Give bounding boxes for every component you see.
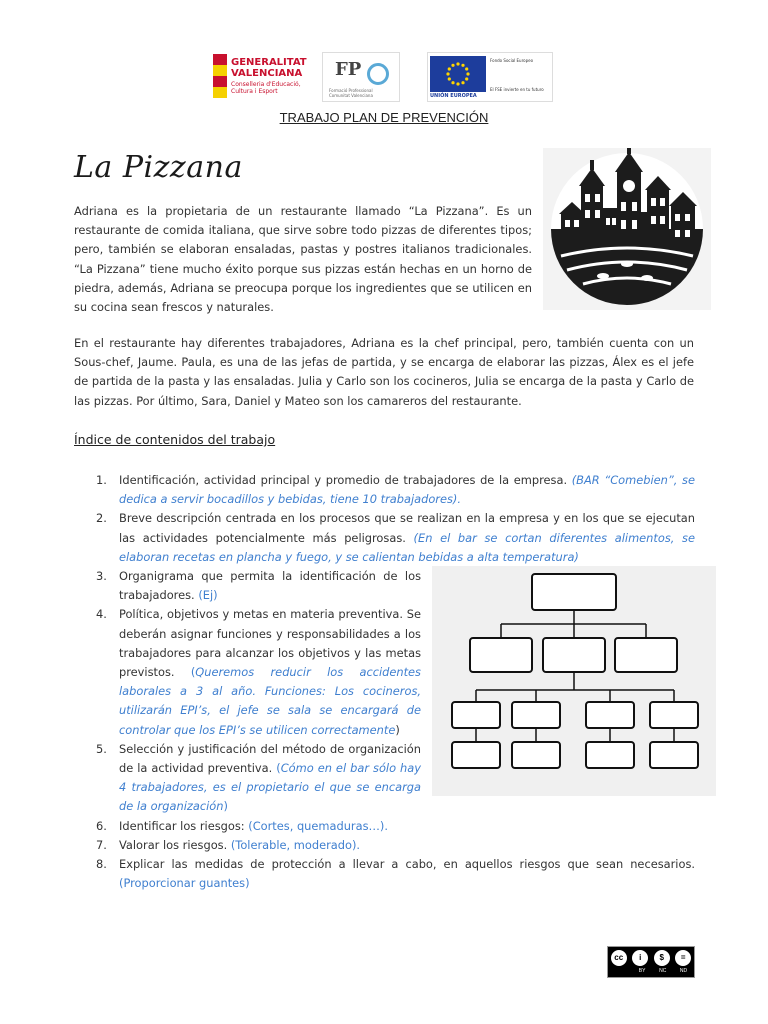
item-note: (En el bar se cortan diferentes alimentos, se elaboran recetas en plancha y fuego, y se calientan bebidas a alta temperatura) bbox=[119, 530, 695, 564]
header-logos bbox=[0, 52, 768, 104]
license-nd: ND bbox=[679, 968, 688, 974]
fp-circle-icon bbox=[367, 63, 389, 85]
town-illustration bbox=[543, 148, 711, 310]
list-item bbox=[74, 567, 421, 605]
by-icon: i bbox=[632, 950, 648, 966]
document-title: TRABAJO PLAN DE PREVENCIÓN bbox=[279, 110, 489, 125]
eu-motto: El FSE invierte en tu futuro bbox=[490, 87, 544, 92]
item-text: Identificar los riesgos: bbox=[119, 818, 245, 833]
fp-logo bbox=[322, 52, 400, 102]
fp-mark: FP bbox=[335, 59, 362, 80]
item-text: Selección y justificación del método de organización de la actividad preventiva. bbox=[119, 741, 421, 776]
item-text: Valorar los riesgos. bbox=[119, 837, 228, 852]
item-text: Breve descripción centrada en los procesos que se realizan en la empresa y en los que se ejecutan las actividades potencialmente más peligrosas. bbox=[119, 511, 695, 545]
item-number: 3. bbox=[96, 569, 107, 584]
generalitat-logo bbox=[213, 52, 313, 102]
index-title: Índice de contenidos del trabajo bbox=[74, 432, 276, 447]
cc-license-badge bbox=[607, 946, 695, 978]
list-item bbox=[74, 855, 695, 893]
nc-icon: $ bbox=[654, 950, 670, 966]
item-note: (BAR “Comebien”, se dedica a servir bocadillos y bebidas, tiene 10 trabajadores). bbox=[119, 473, 695, 507]
restaurant-name: La Pizzana bbox=[74, 150, 243, 185]
item-number: 1. bbox=[96, 473, 107, 487]
fp-sub: Formació Professional Comunitat Valenciana bbox=[329, 88, 373, 98]
item-text: Explicar las medidas de protección a llevar a cabo, en aquellos riesgos que sean necesarios. bbox=[119, 857, 695, 872]
item-number: 5. bbox=[96, 741, 107, 756]
item-note: (Tolerable, moderado). bbox=[230, 837, 361, 852]
item-note: (Proporcionar guantes) bbox=[119, 876, 250, 891]
generalitat-sub: Conselleria d'Educació, Cultura i Esport bbox=[231, 81, 301, 95]
item-note-open: ( bbox=[276, 761, 281, 776]
item-text: Identificación, actividad principal y promedio de trabajadores de la empresa. bbox=[119, 473, 568, 487]
list-item bbox=[74, 471, 695, 509]
item-note: (Ej) bbox=[198, 588, 218, 603]
list-item bbox=[74, 836, 695, 855]
generalitat-line2: VALENCIANA bbox=[231, 68, 303, 79]
item-text: Política, objetivos y metas en materia preventiva. Se deberán asignar funciones y responsabilidades a los trabajadores para alcanzar los objetivos y las metas previstos. bbox=[119, 607, 421, 680]
item-number: 7. bbox=[96, 837, 107, 852]
workers-paragraph: En el restaurante hay diferentes trabajadores, Adriana es la chef principal, pero, también cuenta con un Sous-chef, Jaume. Paula, es una de las jefas de partida, y se encarga de elaborar las pizzas, Álex es el jefe de partida de la pasta y las ensaladas. Julia y Carlo son los cocineros, Julia se encarga de la pasta y Carlo de las pizzas. Por último, Sara, Daniel y Mateo son los camareros del restaurante. bbox=[74, 336, 694, 408]
town-icon bbox=[543, 148, 711, 310]
item-note: Cómo en el bar sólo hay 4 trabajadores, es el propietario el que se encarga de la organización bbox=[119, 761, 421, 814]
item-note: Queremos reducir los accidentes laborales a 3 al año. Funciones: Los cocineros, utilizarán EPI’s, el jefe se sala se encargará de controlar que los EPI’s se utilicen correctamente bbox=[119, 665, 421, 737]
item-number: 2. bbox=[96, 511, 107, 526]
org-chart-example bbox=[432, 566, 716, 796]
eu-label: UNIÓN EUROPEA bbox=[430, 93, 477, 99]
cc-icon: cc bbox=[611, 950, 627, 966]
item-note-close: ) bbox=[223, 799, 228, 814]
senyera-icon bbox=[213, 54, 227, 98]
item-number: 4. bbox=[96, 607, 107, 622]
license-nc: NC bbox=[659, 968, 667, 974]
list-item bbox=[74, 740, 421, 817]
license-by: BY bbox=[638, 968, 646, 974]
list-item bbox=[74, 509, 695, 567]
nd-icon: = bbox=[675, 950, 691, 966]
item-number: 6. bbox=[96, 818, 107, 833]
eu-flag-icon bbox=[430, 56, 486, 92]
list-item bbox=[74, 605, 421, 739]
eu-logo bbox=[427, 52, 553, 102]
item-number: 8. bbox=[96, 857, 107, 872]
intro-paragraph: Adriana es la propietaria de un restaurante llamado “La Pizzana”. Es un restaurante de comida italiana, que sirve sobre todo pizzas de diferentes tipos; pero, también se elaboran ensaladas, pastas y postres italianos tradicionales. “La Pizzana” tiene mucho éxito porque sus pizzas están hechas en un horno de piedra, además, Adriana se preocupa porque los ingredientes que se utilicen en su cocina sean frescos y naturales. bbox=[74, 204, 532, 315]
item-note-close: ) bbox=[395, 722, 400, 737]
eu-fund: Fondo Social Europeo bbox=[490, 58, 534, 63]
generalitat-line1: GENERALITAT bbox=[231, 57, 307, 68]
item-text: Organigrama que permita la identificación de los trabajadores. bbox=[119, 569, 421, 603]
item-note-open: ( bbox=[190, 665, 196, 680]
item-note: (Cortes, quemaduras…). bbox=[248, 818, 388, 833]
list-item bbox=[74, 817, 695, 836]
org-chart-icon bbox=[432, 566, 716, 796]
